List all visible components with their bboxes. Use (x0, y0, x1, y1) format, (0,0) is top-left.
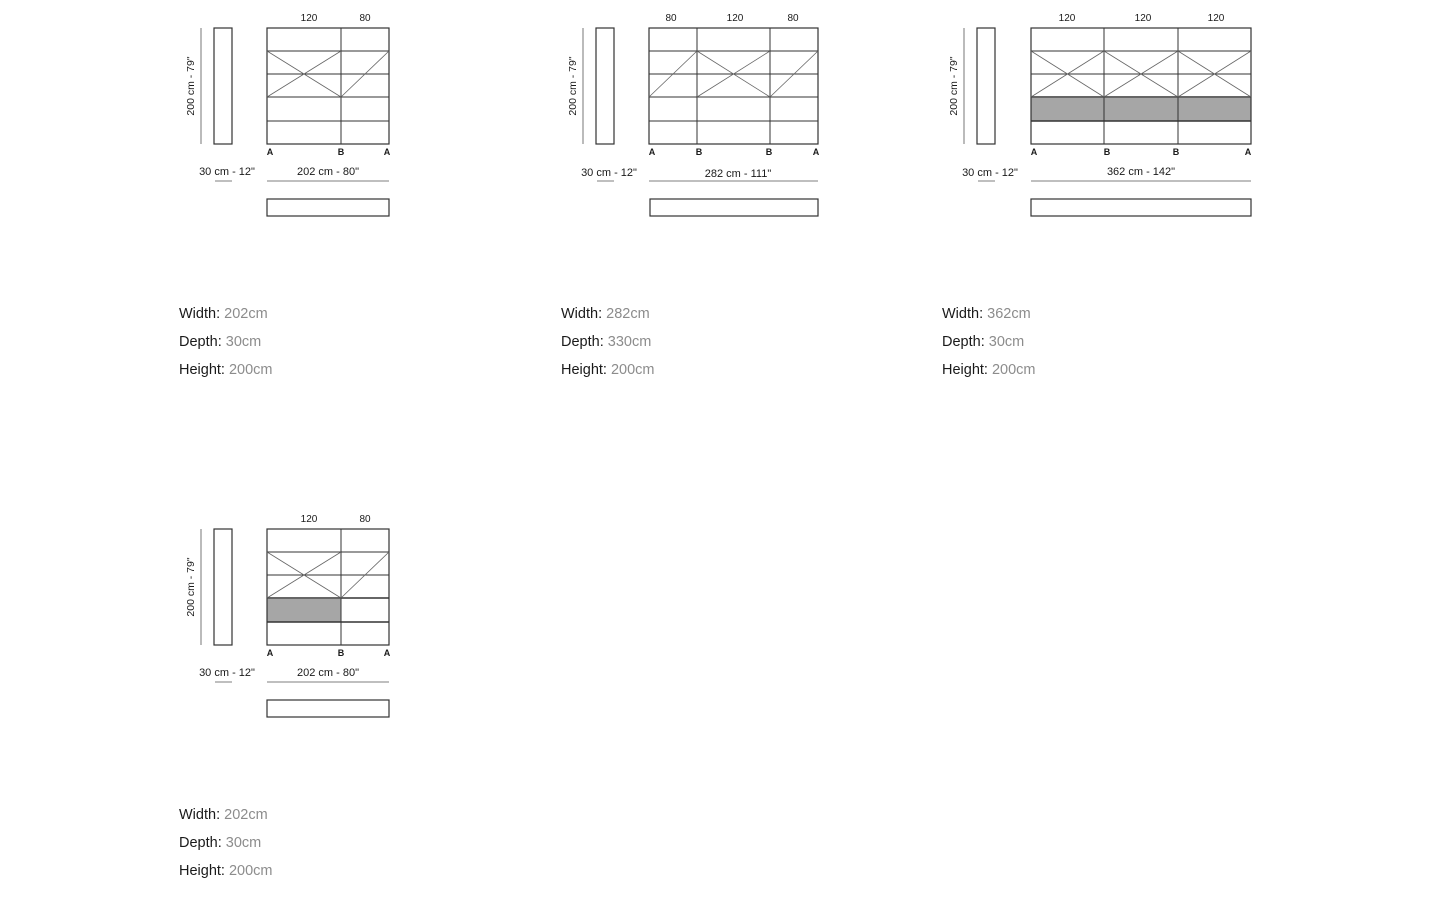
top-view (267, 700, 389, 717)
spec-label: Width: (179, 807, 221, 823)
spec-label: Depth: (179, 334, 222, 350)
module-width-label: 80 (665, 13, 677, 24)
spec-value: 200cm (991, 362, 1036, 378)
shelf-drawing-3 (933, 0, 1333, 240)
height-label: 200 cm - 79" (185, 557, 197, 617)
width-label: 282 cm - 111" (704, 168, 772, 180)
module-width-label: 80 (359, 514, 371, 525)
base-label: B (337, 648, 345, 658)
spec-value: 202cm (224, 306, 268, 322)
spec-width (179, 801, 273, 829)
base-label: A (648, 147, 656, 157)
spec-list (179, 801, 273, 885)
module-width-label: 120 (300, 13, 318, 24)
config-card-2 (552, 0, 932, 400)
side-view (596, 28, 614, 144)
config-card-1 (170, 0, 530, 400)
spec-value: 330cm (607, 334, 652, 350)
base-label: B (695, 147, 703, 157)
side-view (214, 529, 232, 645)
base-label: B (765, 147, 773, 157)
spec-value: 200cm (610, 362, 655, 378)
spec-depth (179, 328, 273, 356)
spec-list (942, 300, 1036, 384)
config-card-3 (933, 0, 1333, 400)
spec-depth (942, 328, 1036, 356)
height-label: 200 cm - 79" (567, 56, 579, 116)
spec-depth (179, 829, 273, 857)
module-width-label: 80 (787, 13, 799, 24)
base-label: A (266, 147, 274, 157)
front-view (1031, 28, 1251, 144)
shelf-drawing-4 (170, 501, 530, 741)
depth-label: 30 cm - 12" (199, 166, 255, 178)
drawer-module (267, 599, 341, 622)
base-label: A (266, 648, 274, 658)
spec-list (179, 300, 273, 384)
spec-label: Height: (179, 362, 225, 378)
height-label: 200 cm - 79" (185, 56, 197, 116)
front-view (649, 28, 818, 144)
spec-label: Height: (942, 362, 988, 378)
depth-label: 30 cm - 12" (199, 667, 255, 679)
base-label: A (383, 648, 391, 658)
spec-list (561, 300, 655, 384)
side-view (214, 28, 232, 144)
spec-value: 200cm (228, 362, 273, 378)
spec-value: 282cm (606, 306, 650, 322)
base-label: B (1103, 147, 1111, 157)
config-card-4 (170, 501, 530, 900)
base-label: B (337, 147, 345, 157)
spec-height (942, 356, 1036, 384)
top-view (650, 199, 818, 216)
spec-value: 30cm (988, 334, 1025, 350)
top-view (267, 199, 389, 216)
spec-value: 362cm (987, 306, 1031, 322)
width-label: 362 cm - 142" (1106, 166, 1176, 178)
module-width-label: 120 (1134, 13, 1152, 24)
front-view (267, 529, 389, 645)
spec-label: Width: (561, 306, 603, 322)
drawer-module (1031, 98, 1251, 121)
base-label: B (1172, 147, 1180, 157)
base-label: A (812, 147, 820, 157)
base-label: A (383, 147, 391, 157)
module-width-label: 120 (300, 514, 318, 525)
spec-label: Width: (179, 306, 221, 322)
side-view (977, 28, 995, 144)
front-view (267, 28, 389, 144)
module-width-label: 120 (1207, 13, 1225, 24)
depth-label: 30 cm - 12" (962, 167, 1018, 179)
spec-height (561, 356, 655, 384)
module-width-label: 80 (359, 13, 371, 24)
spec-depth (561, 328, 655, 356)
width-label: 202 cm - 80" (297, 166, 359, 178)
spec-value: 30cm (225, 835, 262, 851)
spec-label: Height: (179, 863, 225, 879)
spec-value: 202cm (224, 807, 268, 823)
spec-label: Height: (561, 362, 607, 378)
base-label: A (1030, 147, 1038, 157)
base-label: A (1244, 147, 1252, 157)
spec-height (179, 356, 273, 384)
spec-width (561, 300, 655, 328)
spec-label: Width: (942, 306, 984, 322)
spec-value: 30cm (225, 334, 262, 350)
spec-label: Depth: (561, 334, 604, 350)
width-label: 202 cm - 80" (297, 667, 359, 679)
module-width-label: 120 (1058, 13, 1076, 24)
spec-label: Depth: (942, 334, 985, 350)
shelf-drawing-1 (170, 0, 530, 240)
top-view (1031, 199, 1251, 216)
spec-width (179, 300, 273, 328)
spec-value: 200cm (228, 863, 273, 879)
spec-label: Depth: (179, 835, 222, 851)
depth-label: 30 cm - 12" (581, 167, 637, 179)
height-label: 200 cm - 79" (948, 56, 960, 116)
shelf-drawing-2 (552, 0, 932, 240)
spec-height (179, 857, 273, 885)
module-width-label: 120 (726, 13, 744, 24)
spec-width (942, 300, 1036, 328)
